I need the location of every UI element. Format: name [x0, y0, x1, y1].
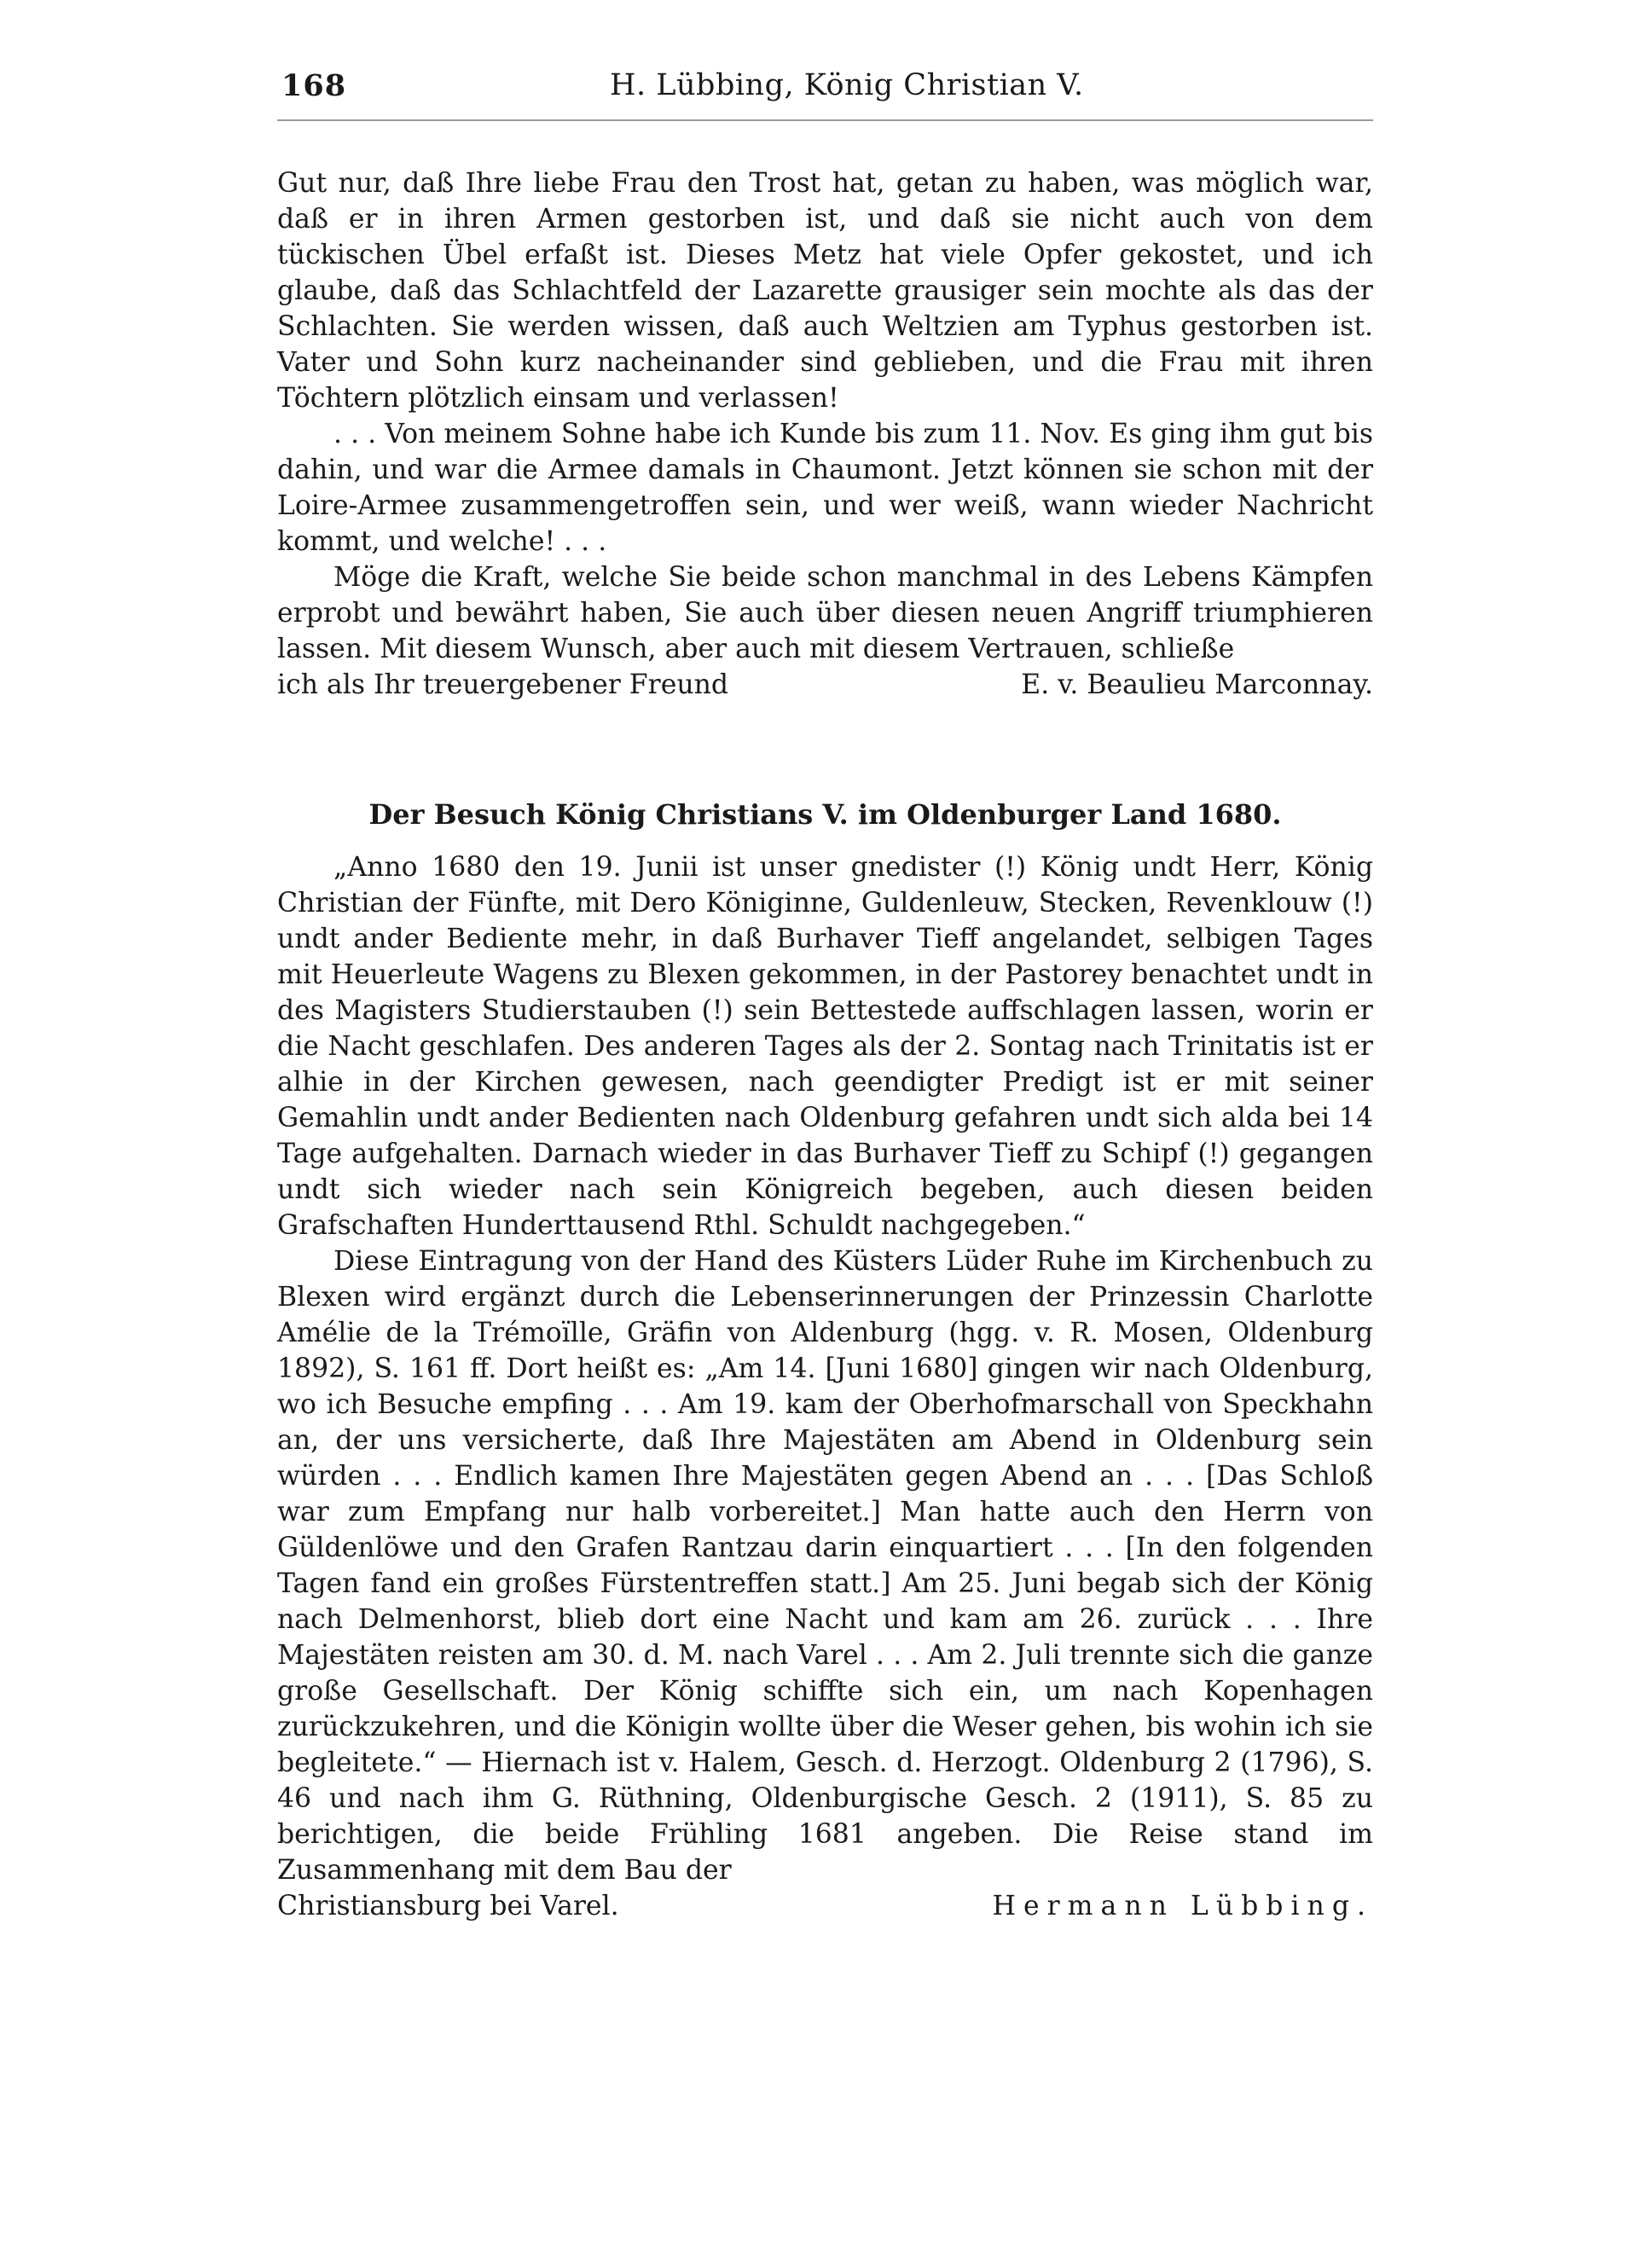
letter-closing-line — [277, 667, 1373, 703]
running-header — [277, 68, 1373, 121]
closing-text: Christiansburg bei Varel. — [277, 1891, 619, 1921]
section-heading: Der Besuch König Christians V. im Oldenburger Land 1680. — [368, 798, 1282, 831]
document-page — [277, 68, 1373, 1924]
church-record-quote: „Anno 1680 den 19. Junii ist unser gnedister (!) König undt Herr, König Christian der Fünfte, mit Dero Königinne, Guldenleuw, Stecken, Revenklouw (!) undt ander Bediente mehr, in daß Burhaver Tieff angelandet, selbigen Tages mit Heuerleute Wagens zu Blexen gekommen, in der Pastorey benachtet undt in des Magisters Studierstauben (!) sein Bettestede auffschlagen lassen, worin er die Nacht geschlafen. Des anderen Tages als der 2. Sontag nach Trinitatis ist er alhie in der Kirchen gewesen, nach geendigter Predigt ist er mit seiner Gemahlin undt ander Bedienten nach Oldenburg gefahren undt sich alda bei 14 Tage aufgehalten. Darnach wieder in das Burhaver Tieff zu Schipf (!) gegangen undt sich wieder nach sein Königreich begeben, auch diesen beiden Grafschaften Hunderttausend Rthl. Schuldt nachgegeben.“ — [277, 852, 1373, 1241]
section-closing-line — [277, 1888, 1373, 1924]
page-number: 168 — [281, 68, 347, 103]
letter-paragraph: Gut nur, daß Ihre liebe Frau den Trost hat, getan zu haben, was möglich war, daß er in ihren Armen gestorben ist, und daß sie nicht auch von dem tückischen Übel erfaßt ist. Dieses Metz hat viele Opfer gekostet, und ich glaube, daß das Schlachtfeld der Lazarette grausiger sein mochte als das der Schlachten. Sie werden wissen, daß auch Weltzien am Typhus gestorben ist. Vater und Sohn kurz nacheinander sind geblieben, und die Frau mit ihren Töchtern plötzlich einsam und verlassen! — [277, 168, 1373, 414]
commentary-paragraph: Diese Eintragung von der Hand des Küsters Lüder Ruhe im Kirchenbuch zu Blexen wird ergänzt durch die Lebenserinnerungen der Prinzessin Charlotte Amélie de la Trémoïlle, Gräfin von Aldenburg (hgg. v. R. Mosen, Oldenburg 1892), S. 161 ff. Dort heißt es: „Am 14. [Juni 1680] gingen wir nach Oldenburg, wo ich Besuche empfing . . . Am 19. kam der Oberhofmarschall von Speckhahn an, der uns versicherte, daß Ihre Majestäten am Abend in Oldenburg sein würden . . . Endlich kamen Ihre Majestäten gegen Abend an . . . [Das Schloß war zum Empfang nur halb vorbereitet.] Man hatte auch den Herrn von Güldenlöwe und den Grafen Rantzau darin einquartiert . . . [In den folgenden Tagen fand ein großes Fürstentreffen statt.] Am 25. Juni begab sich der König nach Delmenhorst, blieb dort eine Nacht und kam am 26. zurück . . . Ihre Majestäten reisten am 30. d. M. nach Varel . . . Am 2. Juli trennte sich die ganze große Gesellschaft. Der König schiffte sich ein, um nach Kopenhagen zurückzukehren, und die Königin wollte über die Weser gehen, bis wohin ich sie begleitete.“ — Hiernach ist v. Halem, Gesch. d. Herzogt. Oldenburg 2 (1796), S. 46 und nach ihm G. Rüthning, Oldenburgische Gesch. 2 (1911), S. 85 zu berichtigen, die beide Frühling 1681 angeben. Die Reise stand im Zusammenhang mit dem Bau der — [277, 1246, 1373, 1886]
letter-excerpt — [277, 165, 1373, 703]
letter-paragraph: . . . Von meinem Sohne habe ich Kunde bis zum 11. Nov. Es ging ihm gut bis dahin, und war die Armee damals in Chaumont. Jetzt können sie schon mit der Loire-Armee zusammengetroffen sein, und wer weiß, wann wieder Nachricht kommt, und welche! . . . — [277, 419, 1373, 557]
letter-closing: ich als Ihr treuergebener Freund — [277, 669, 729, 700]
letter-signature: E. v. Beaulieu Marconnay. — [1021, 669, 1373, 700]
running-title: H. Lübbing, König Christian V. — [610, 68, 1084, 102]
author-signature: Hermann Lübbing. — [992, 1891, 1373, 1921]
section-body — [277, 849, 1373, 1924]
letter-paragraph: Möge die Kraft, welche Sie beide schon manchmal in des Lebens Kämpfen erprobt und bewährt haben, Sie auch über diesen neuen Angriff triumphieren lassen. Mit diesem Wunsch, aber auch mit diesem Vertrauen, schließe — [277, 562, 1373, 664]
